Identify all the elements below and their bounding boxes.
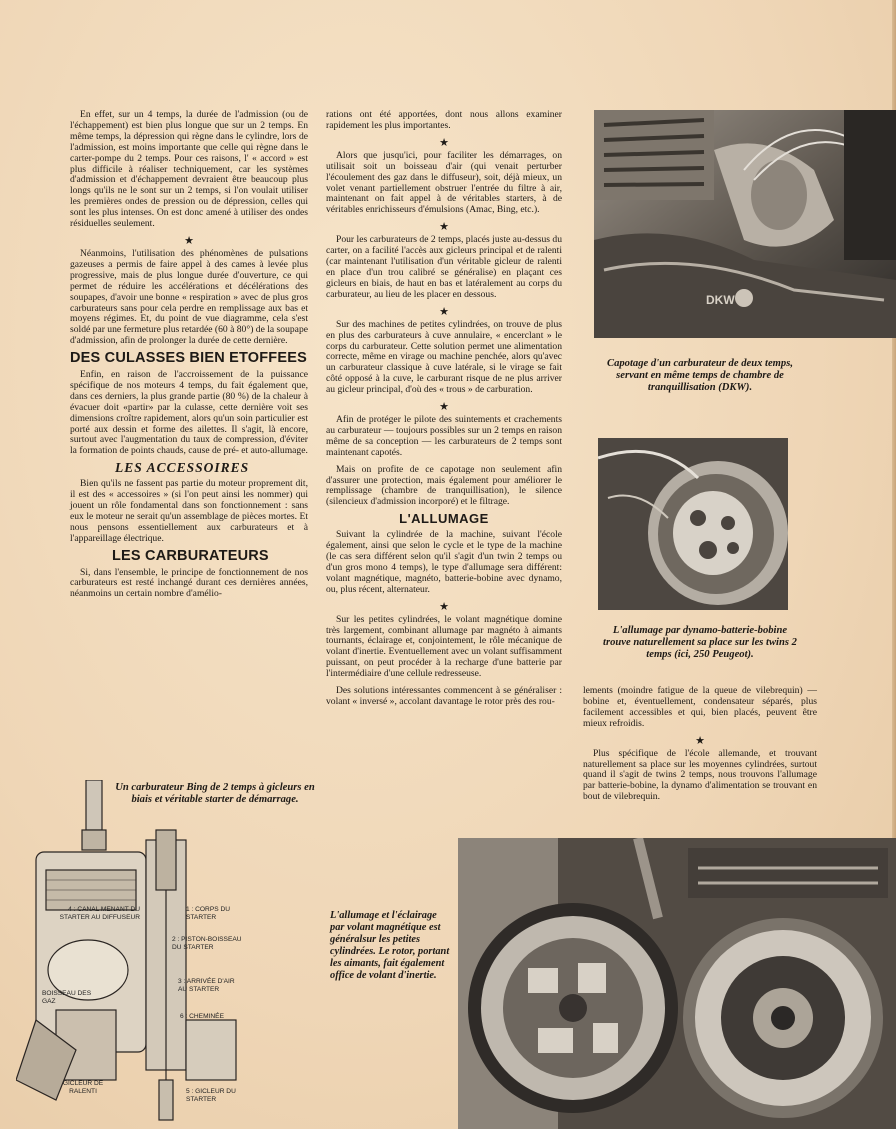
flywheel-magneto-photo xyxy=(458,838,896,1129)
col2-paragraph-1: rations ont été apportées, dont nous allons examiner rapidement les plus importantes. xyxy=(326,109,562,131)
label-cheminee: 6 : CHEMINÉE xyxy=(180,1013,224,1020)
label-piston-boisseau: 2 : PISTON-BOISSEAU DU STARTER xyxy=(172,936,242,951)
caption-dkw: Capotage d'un carburateur de deux temps, servant en même temps de chambre de tranquillisation (DKW). xyxy=(607,358,793,394)
label-gicleur-starter: 5 : GICLEUR DU STARTER xyxy=(186,1088,236,1103)
column-2 xyxy=(326,110,562,714)
star-separator: ★ xyxy=(439,305,449,318)
label-gicleur-ralenti: GICLEUR DE RALENTI xyxy=(62,1080,104,1095)
column-3 xyxy=(583,686,817,809)
heading-culasses: DES CULASSES BIEN ETOFFEES xyxy=(70,350,307,367)
heading-accessoires: LES ACCESSOIRES xyxy=(115,460,250,476)
col2-paragraph-7: Suivant la cylindrée de la machine, suivant l'école également, ainsi que selon le cycle et le type de la machine (le cas sera différent selon qu'il s'agit d'un twin 2 temps ou d'un gros mono 4 temps), le type d'allumage sera différent: volant magnétique, magnéto, batterie-bobine avec dynamo, ou, plus récent, alternateur. xyxy=(326,529,562,595)
peugeot-ignition-photo xyxy=(598,438,788,610)
col2-paragraph-3: Pour les carburateurs de 2 temps, placés juste au-dessus du carter, on a facilité l'accès aux gicleurs principal et de ralenti (car maintenant l'utilisation d'un véritable gicleur de ralenti en place d'un trou calibré se généralise) en plaçant ces gicleurs en biais, de haut en bas et latéralement au corps du carburateur, au lieu de les placer en dessous. xyxy=(326,234,562,300)
col1-paragraph-2: Néanmoins, l'utilisation des phénomènes de pulsations gazeuses a permis de faire appel à des cames à levée plus progressive, mais de plus longue durée d'ouverture, ce qui permet de réduire les accélérations et décélérations des soupapes, d'avoir une bonne « respiration » avec de plus gros carburateurs sans pour cela perdre en remplissage aux bas et moyens régimes. Et, du point de vue diagramme, cela s'est soldé par une fermeture plus retardée (60 à 80°) de la soupape d'admission, afin de prolonger la durée de cette dernière. xyxy=(70,247,308,347)
col2-paragraph-9: Des solutions intéressantes commencent à se généraliser : volant « inversé », accolant davantage le rotor près des rou- xyxy=(326,685,562,707)
star-separator: ★ xyxy=(184,234,194,247)
col1-paragraph-5: Si, dans l'ensemble, le principe de fonctionnement de nos carburateurs est resté inchangé durant ces dernières années, néanmoins un certain nombre d'amélio- xyxy=(70,566,308,600)
star-separator: ★ xyxy=(439,136,449,149)
label-canal-starter: 4 : CANAL MENANT DU STARTER AU DIFFUSEUR xyxy=(59,906,140,921)
column-1 xyxy=(70,110,308,606)
caption-bing: Un carburateur Bing de 2 temps à gicleurs en biais et véritable starter de démarrage. xyxy=(115,782,315,806)
heading-carburateurs: LES CARBURATEURS xyxy=(112,547,269,564)
diagram-bing-carburetor xyxy=(16,780,242,1129)
dkw-engine-photo xyxy=(594,110,896,338)
label-corps-starter: 1 : CORPS DU STARTER xyxy=(186,906,230,921)
bing-cutaway-drawing xyxy=(16,780,242,1129)
col2-paragraph-5: Afin de protéger le pilote des suintements et crachements au carburateur — toujours possibles sur un 2 temps en raison même de sa conception — les carburateurs de 2 temps sont maintenant capotés. xyxy=(326,414,562,458)
label-boisseau-gaz: BOISSEAU DES GAZ xyxy=(42,990,92,1005)
dkw-engine-mark: DKW xyxy=(706,293,735,307)
star-separator: ★ xyxy=(439,401,449,414)
col2-paragraph-6: Mais on profite de ce capotage non seulement afin d'assurer une protection, mais également pour améliorer le remplissage (chambre de tranquillisation), le silence (silencieux d'admission incorporé) et le filtrage. xyxy=(326,463,562,508)
star-separator: ★ xyxy=(439,221,449,234)
photo-flywheel-magneto xyxy=(458,838,896,1129)
col3-paragraph-2: Plus spécifique de l'école allemande, et trouvant naturellement sa place sur les moyennes cylindrées, surtout quand il s'agit de twins 2 temps, nous trouvons l'allumage par batterie-bobine, la dynamo d'alimentation se trouvant en bout de vilebrequin. xyxy=(583,747,817,803)
heading-allumage: L'ALLUMAGE xyxy=(399,511,489,527)
col3-paragraph-1: lements (moindre fatigue de la queue de vilebrequin) — bobine et, éventuellement, condensateur séparés, plus facilement accessibles et qui, bien placés, peuvent être mieux refroidis. xyxy=(583,685,817,729)
star-separator: ★ xyxy=(439,600,449,613)
col1-paragraph-4: Bien qu'ils ne fassent pas partie du moteur proprement dit, il est des « accessoires » (si l'on peut ainsi les nommer) qui jouent un rôle fondamental dans son fonctionnement : sans eux le moteur ne serait qu'un assemblage de pièces mortes. Et nous pensons essentiellement aux carburateurs et à l'appareillage électrique. xyxy=(70,478,308,544)
caption-volant-magnetique: L'allumage et l'éclairage par volant magnétique est généralsur les petites cylindrées. Le rotor, portant les aimants, fait également office de volant d'inertie. xyxy=(330,910,450,981)
photo-dkw-carburetor xyxy=(594,110,896,338)
col2-paragraph-4: Sur des machines de petites cylindrées, on trouve de plus en plus des carburateurs à cuve annulaire, « encerclant » le corps du carburateur. Cette solution permet une alimentation correcte, même en virage ou machine penchée, alors qu'avec un carburateur classique à cuve latérale, si le virage se fait côté opposé à la cuve, le carburant risque de ne plus arriver au gicleur principal, d'où des « trous » de carburation. xyxy=(326,318,562,396)
star-separator: ★ xyxy=(695,734,705,747)
col1-paragraph-1: En effet, sur un 4 temps, la durée de l'admission (ou de l'échappement) est bien plus longue que sur un 2 temps. En même temps, la dépression qui règne dans le cylindre, lors de l'admission, est moins importante que celle qui règne dans le carter-pompe du 2 temps. Pour ces raisons, l' « accord » est plus difficile à réaliser techniquement, car les systèmes d'admission et d'échappement devraient être beaucoup plus longs qu'ils ne le sont sur un 2 temps, si l'on voulait utiliser les premières ondes de pression ou de dépression, celles qui sont les plus intenses. On est donc amené à utiliser des ondes résiduelles seulement. xyxy=(70,109,308,230)
col2-paragraph-2: Alors que jusqu'ici, pour faciliter les démarrages, on utilisait soit un boisseau d'air (qui venait perturber l'écoulement des gaz dans le diffuseur), soit, déjà mieux, un volet venant partiellement obstruer l'entrée du filtre à air, maintenant on fait appel à de véritables starters, à de véritables enrichisseurs d'émulsions (Amac, Bing, etc.). xyxy=(326,149,562,216)
col2-paragraph-8: Sur les petites cylindrées, le volant magnétique domine très largement, combinant allumage par magnéto à aimants tournants, éclairage et, conjointement, le rôle mécanique de volant d'inertie. Eventuellement avec un volant suffisamment puissant, on peut procéder à la recharge d'une batterie par l'intermédiaire d'une cellule redresseuse. xyxy=(326,613,562,680)
caption-peugeot: L'allumage par dynamo-batterie-bobine trouve naturellement sa place sur les twins 2 temps (ici, 250 Peugeot). xyxy=(603,625,797,661)
col1-paragraph-3: Enfin, en raison de l'accroissement de la puissance spécifique de nos moteurs 4 temps, du fait également que, dans ces derniers, la plus grande partie (80 %) de la chaleur à évacuer doit «partir» par la culasse, cette dernière voit ses dimensions croître rapidement, alors qu'un soin particulier est porté aux dessin et forme des ailettes. Il s'agit, là encore, surtout avec l'augmentation du taux de compression, d'éviter la formation de points chauds, cause de pré- et auto-allumage. xyxy=(70,369,308,457)
label-arrivee-air: 3 : ARRIVÉE D'AIR AU STARTER xyxy=(178,978,235,993)
photo-peugeot-ignition xyxy=(598,438,788,610)
